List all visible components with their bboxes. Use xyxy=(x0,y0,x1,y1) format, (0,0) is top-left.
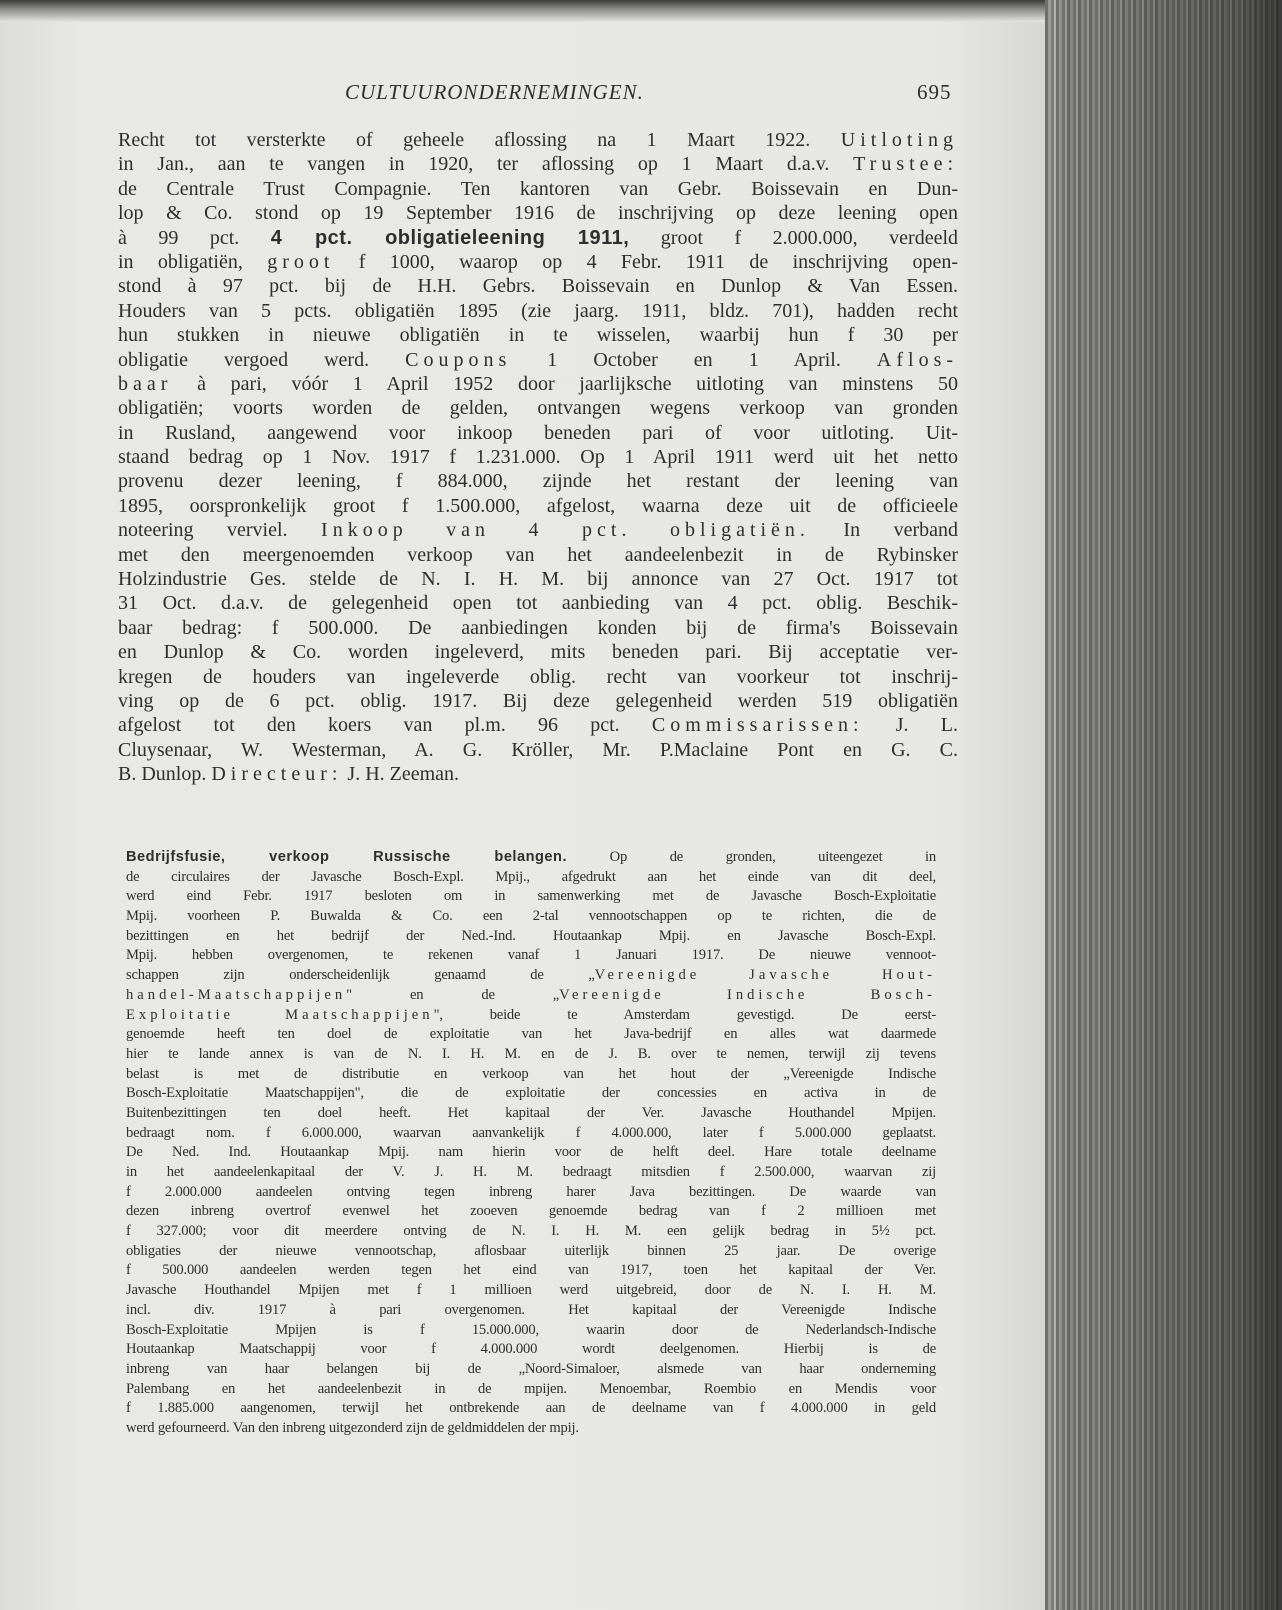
text-segment: 31 Oct. d.a.v. de gelegenheid open tot aanbieding van 4 pct. oblig. Beschik- xyxy=(118,592,958,615)
text-line xyxy=(118,348,958,372)
text-segment: stond à 97 pct. bij de H.H. Gebrs. Boissevain en Dunlop & Van Essen. xyxy=(118,275,958,298)
bold-heading-text: Bedrijfsfusie, verkoop Russische belangen. xyxy=(126,849,568,865)
text-segment: f 500.000 aandeelen werden tegen het eind van 1917, toen het kapitaal der Ver. xyxy=(126,1262,936,1279)
spaced-emphasis-text: Directeur: xyxy=(211,763,343,786)
text-segment: obligatiën; voorts worden de gelden, ontvangen wegens verkoop van gronden xyxy=(118,397,958,420)
text-line xyxy=(118,567,958,591)
text-line xyxy=(126,1025,936,1045)
page-top-shadow xyxy=(0,0,1060,22)
text-segment: afgelost tot den koers van pl.m. 96 pct. xyxy=(118,714,652,737)
text-segment: Bosch-Exploitatie Mpijen is f 15.000.000, waarin door de Nederlandsch-Indische xyxy=(126,1321,936,1338)
text-line xyxy=(126,1321,936,1341)
text-segment: Javasche Houthandel Mpijen met f 1 millioen werd uitgebreid, door de N. I. H. M. xyxy=(126,1282,936,1299)
text-segment: à pari, vóór 1 April 1952 door jaarlijksche uitloting van minstens 50 xyxy=(172,372,958,395)
text-line xyxy=(118,396,958,420)
text-line xyxy=(118,226,958,250)
spaced-emphasis-text: baar xyxy=(118,372,173,395)
text-line xyxy=(118,469,958,493)
text-segment: Recht tot versterkte of geheele aflossing na 1 Maart 1922. xyxy=(118,129,841,151)
text-segment: werd gefourneerd. Van den inbreng uitgezonderd zijn de geldmiddelen der mpij. xyxy=(126,1419,579,1436)
text-line xyxy=(126,966,936,986)
text-segment: f 2.000.000 aandeelen ontving tegen inbreng harer Java bezittingen. De waarde van xyxy=(126,1183,936,1200)
text-segment: Bosch-Exploitatie Maatschappijen", die de exploitatie der concessies en activa in de xyxy=(126,1085,936,1102)
text-segment: Houtaankap Maatschappij voor f 4.000.000 wordt deelgenomen. Hierbij is de xyxy=(126,1341,936,1358)
text-segment: in obligatiën, xyxy=(118,250,268,273)
text-line xyxy=(126,1104,936,1124)
text-line xyxy=(118,299,958,323)
spaced-emphasis-text: Vereenigde Javasche Hout- xyxy=(594,967,936,984)
text-line xyxy=(118,762,958,786)
text-segment: in Jan., aan te vangen in 1920, ter aflossing op 1 Maart d.a.v. xyxy=(118,153,854,176)
spaced-emphasis-text: Uitloting xyxy=(840,129,958,151)
text-line xyxy=(126,887,936,907)
text-line xyxy=(126,946,936,966)
spaced-emphasis-text: Coupons xyxy=(405,348,512,371)
text-segment: de Centrale Trust Compagnie. Ten kantoren van Gebr. Boissevain en Dun- xyxy=(118,177,958,200)
page-number: 695 xyxy=(917,80,952,104)
text-segment: kregen de houders van ingeleverde oblig. recht van voorkeur tot inschrij- xyxy=(118,665,958,688)
text-line xyxy=(126,1340,936,1360)
text-line xyxy=(118,372,958,396)
text-segment: 1 October en 1 April. xyxy=(511,348,877,371)
text-line xyxy=(118,445,958,469)
text-segment: Houders van 5 pcts. obligatiën 1895 (zie jaarg. 1911, bldz. 701), hadden recht xyxy=(118,299,958,322)
text-segment: belast is met de distributie en verkoop van het hout der „Vereenigde Indische xyxy=(126,1065,936,1082)
text-segment: dezen inbreng overtrof evenwel het zooeven genoemde bedrag van f 2 millioen met xyxy=(126,1203,936,1220)
text-line xyxy=(118,274,958,298)
text-line xyxy=(118,738,958,762)
text-line xyxy=(126,927,936,947)
text-segment: incl. div. 1917 à pari overgenomen. Het kapitaal der Vereenigde Indische xyxy=(126,1301,936,1318)
text-segment: Op de gronden, uiteengezet in xyxy=(567,849,936,865)
spaced-emphasis-text: Vereenigde Indische Bosch- xyxy=(559,986,936,1003)
text-segment: met den meergenoemden verkoop van het aandeelenbezit in de Rybinsker xyxy=(118,543,958,566)
text-segment: en Dunlop & Co. worden ingeleverd, mits beneden pari. Bij acceptatie ver- xyxy=(118,641,958,664)
text-segment: bedraagt nom. f 6.000.000, waarvan aanvankelijk f 4.000.000, later f 5.000.000 geplaatst. xyxy=(126,1124,936,1141)
text-segment: Mpij. hebben overgenomen, te rekenen vanaf 1 Januari 1917. De nieuwe vennoot- xyxy=(126,947,936,964)
text-segment: Cluysenaar, W. Westerman, A. G. Kröller, Mr. P.Maclaine Pont en G. C. xyxy=(118,738,958,761)
text-line xyxy=(118,323,958,347)
text-line xyxy=(126,1202,936,1222)
text-line xyxy=(126,848,936,868)
text-segment: baar bedrag: f 500.000. De aanbiedingen konden bij de firma's Boissevain xyxy=(118,616,958,639)
text-segment: B. Dunlop. xyxy=(118,763,212,786)
spaced-emphasis-text: Commissarissen: xyxy=(651,714,864,737)
text-line xyxy=(118,665,958,689)
text-segment: obligatie vergoed werd. xyxy=(118,348,406,371)
text-line xyxy=(126,1163,936,1183)
text-segment: f 1000, waarop op 4 Febr. 1911 de inschrijving open- xyxy=(334,250,958,273)
text-line xyxy=(126,1242,936,1262)
text-line xyxy=(126,1183,936,1203)
text-segment: in het aandeelenkapitaal der V. J. H. M. bedraagt mitsdien f 2.500.000, waarvan zij xyxy=(126,1164,936,1180)
text-segment: Holzindustrie Ges. stelde de N. I. H. M. bij annonce van 27 Oct. 1917 tot xyxy=(118,568,958,591)
bold-heading-text: 4 pct. obligatieleening 1911, xyxy=(270,226,630,249)
text-segment: f 327.000; voor dit meerdere ontving de N. I. H. M. een gelijk bedrag in 5½ pct. xyxy=(126,1223,936,1240)
company-paragraph-bonds xyxy=(118,128,958,787)
company-paragraph-merger xyxy=(126,848,936,1439)
text-line xyxy=(126,1399,936,1419)
text-line xyxy=(118,518,958,542)
text-line xyxy=(126,868,936,888)
text-segment: noteering verviel. xyxy=(118,519,322,542)
text-line xyxy=(126,1143,936,1163)
text-line xyxy=(118,250,958,274)
spaced-emphasis-text: handel-Maatschappijen xyxy=(126,986,347,1003)
text-line xyxy=(126,1222,936,1242)
text-segment: f 1.885.000 aangenomen, terwijl het ontbrekende aan de deelname van f 4.000.000 in geld xyxy=(126,1400,936,1417)
spaced-emphasis-text: Inkoop van 4 pct. obligatiën. xyxy=(321,519,810,542)
text-segment: J. H. Zeeman. xyxy=(342,763,460,786)
text-segment: genoemde heeft ten doel de exploitatie van het Java-bedrijf en alles wat daarmede xyxy=(126,1026,936,1043)
spaced-emphasis-text: Trustee: xyxy=(853,153,958,176)
text-line xyxy=(118,201,958,225)
text-segment: 1895, oorspronkelijk groot f 1.500.000, afgelost, waarna deze uit de officieele xyxy=(118,494,958,517)
text-segment: bezittingen en het bedrijf der Ned.-Ind. Houtaankap Mpij. en Javasche Bosch-Expl. xyxy=(126,927,936,944)
text-line xyxy=(118,177,958,201)
text-segment: hier te lande annex is van de N. I. H. M. en de J. B. over te nemen, terwijl zij tevens xyxy=(126,1045,936,1062)
text-line xyxy=(126,1301,936,1321)
text-line xyxy=(118,543,958,567)
text-segment: provenu dezer leening, f 884.000, zijnde het restant der leening van xyxy=(118,470,958,493)
text-segment: hun stukken in nieuwe obligatiën in te wisselen, waarbij hun f 30 per xyxy=(118,324,958,347)
text-segment: werd eind Febr. 1917 besloten om in samenwerking met de Javasche Bosch-Exploitatie xyxy=(126,888,936,905)
text-segment: à 99 pct. xyxy=(118,226,271,249)
text-segment: obligaties der nieuwe vennootschap, aflosbaar uiterlijk binnen 25 jaar. De overige xyxy=(126,1242,936,1259)
text-line xyxy=(126,907,936,927)
text-segment: in Rusland, aangewend voor inkoop beneden pari of voor uitloting. Uit- xyxy=(118,421,958,444)
text-line xyxy=(126,986,936,1006)
text-line xyxy=(118,591,958,615)
text-segment: staand bedrag op 1 Nov. 1917 f 1.231.000. Op 1 April 1911 werd uit het netto xyxy=(118,446,958,469)
text-line xyxy=(126,1281,936,1301)
text-line xyxy=(126,1261,936,1281)
text-segment: J. L. xyxy=(863,714,959,737)
text-segment: de circulaires der Javasche Bosch-Expl. Mpij., afgedrukt aan het einde van dit deel, xyxy=(126,868,936,885)
text-line xyxy=(126,1124,936,1144)
text-line xyxy=(126,1045,936,1065)
text-line xyxy=(118,128,958,152)
book-binding-shadow xyxy=(1060,0,1282,1610)
text-segment: ", beide te Amsterdam gevestigd. De eerst- xyxy=(433,1006,936,1023)
text-line xyxy=(118,421,958,445)
text-line xyxy=(126,1380,936,1400)
text-segment: schappen zijn onderscheidenlijk genaamd de „ xyxy=(126,967,595,984)
text-segment: Mpij. voorheen P. Buwalda & Co. een 2-tal vennootschappen op te richten, die de xyxy=(126,908,936,925)
text-line xyxy=(118,152,958,176)
text-segment: " en de „ xyxy=(346,986,560,1003)
text-segment: In verband xyxy=(809,519,958,542)
text-line xyxy=(126,1006,936,1026)
spaced-emphasis-text: Aflos- xyxy=(876,348,959,371)
text-line xyxy=(126,1084,936,1104)
text-line xyxy=(118,640,958,664)
text-line xyxy=(118,494,958,518)
text-segment: lop & Co. stond op 19 September 1916 de inschrijving op deze leening open xyxy=(118,202,958,225)
text-segment: ving op de 6 pct. oblig. 1917. Bij deze gelegenheid werden 519 obligatiën xyxy=(118,689,958,712)
text-segment: inbreng van haar belangen bij de „Noord-Simaloer, alsmede van haar onderneming xyxy=(126,1360,936,1377)
spaced-emphasis-text: Exploitatie Maatschappijen xyxy=(126,1006,434,1023)
text-line xyxy=(126,1360,936,1380)
text-segment: groot f 2.000.000, verdeeld xyxy=(629,226,959,249)
text-line xyxy=(118,713,958,737)
text-line xyxy=(118,616,958,640)
text-line xyxy=(118,689,958,713)
spaced-emphasis-text: groot xyxy=(267,250,335,273)
running-header-title: CULTUURONDERNEMINGEN. xyxy=(345,80,644,104)
text-line xyxy=(126,1419,936,1439)
text-segment: Palembang en het aandeelenbezit in de mpijen. Menoembar, Roembio en Mendis voor xyxy=(126,1380,936,1397)
text-segment: Buitenbezittingen ten doel heeft. Het kapitaal der Ver. Javasche Houthandel Mpijen. xyxy=(126,1104,936,1121)
text-line xyxy=(126,1065,936,1085)
text-segment: De Ned. Ind. Houtaankap Mpij. nam hierin voor de helft deel. Hare totale deelname xyxy=(126,1144,936,1161)
